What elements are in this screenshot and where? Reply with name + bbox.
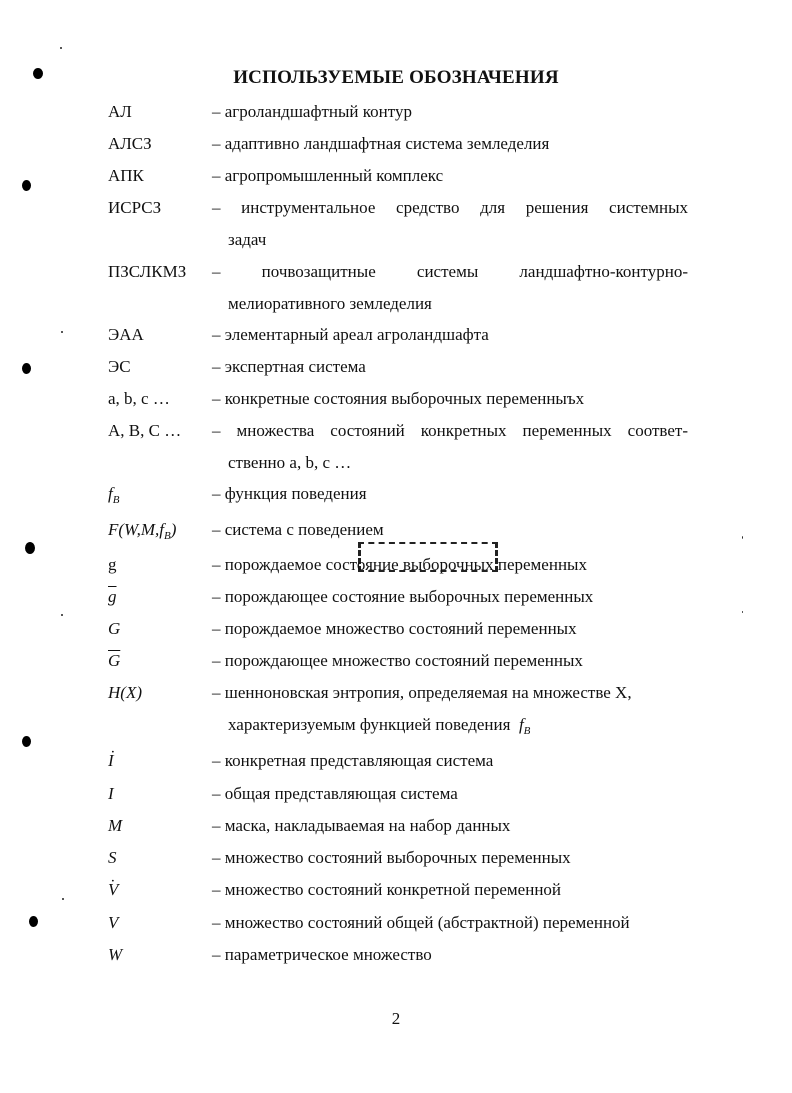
- entry-definition: – агропромышленный комплекс: [212, 166, 444, 185]
- entry-definition: – порождающее множество состояний переменных: [212, 651, 583, 670]
- entry-definition: – шенноновская энтропия, определяемая на множестве X, характеризуемым функцией поведения $f_B$: [212, 683, 632, 737]
- entry-symbol: $f_B$: [108, 484, 120, 506]
- entry-symbol: $\overline{g}$: [108, 587, 117, 606]
- entry-definition: – маска, накладываемая на набор данных: [212, 816, 511, 835]
- scan-speck: [742, 611, 743, 613]
- entry-definition: – конкретная представляющая система: [212, 751, 494, 770]
- entry-definition: – адаптивно ландшафтная система земледелия: [212, 134, 550, 153]
- entry-definition: – порождаемое состояние выборочных переменных: [212, 555, 587, 574]
- entry-symbol: S: [108, 848, 117, 867]
- entry-symbol: g: [108, 555, 117, 574]
- entry-definition: – множества состояний конкретных переменных соответ- ственно a, b, c …: [212, 421, 688, 472]
- entry-symbol: $\overline{G}$: [108, 651, 121, 670]
- punch-hole-mark: [29, 916, 38, 927]
- entry-symbol: V: [108, 913, 119, 932]
- entry-symbol: ЭАА: [108, 325, 144, 344]
- entry-symbol: G: [108, 619, 121, 638]
- entry-symbol: АЛСЗ: [108, 134, 152, 153]
- entry-symbol: I: [108, 784, 114, 803]
- entry-definition: – функция поведения: [212, 484, 367, 503]
- entry-symbol: H(X): [108, 683, 142, 702]
- entry-symbol: ИСРСЗ: [108, 198, 162, 217]
- entry-symbol: M: [108, 816, 123, 835]
- glossary-entry: [108, 745, 688, 777]
- scan-speck: [60, 47, 62, 49]
- entry-definition: – порождающее состояние выборочных переменных: [212, 587, 594, 606]
- scan-speck: [742, 536, 743, 539]
- entry-definition: – агроландшафтный контур: [212, 102, 412, 121]
- glossary-entry: [108, 874, 688, 906]
- entry-definition: – элементарный ареал агроландшафта: [212, 325, 489, 344]
- entry-symbol: ˙ V: [108, 880, 118, 899]
- entry-definition: – экспертная система: [212, 357, 366, 376]
- punch-hole-mark: [22, 363, 31, 374]
- entry-symbol: АПК: [108, 166, 144, 185]
- entry-symbol: ˙ I: [108, 751, 114, 770]
- entry-definition: – конкретные состояния выборочных переменныъх: [212, 389, 585, 408]
- entry-symbol: ЭС: [108, 357, 131, 376]
- entry-definition: – множество состояний выборочных переменных: [212, 848, 571, 867]
- entry-symbol: W: [108, 945, 123, 964]
- punch-hole-mark: [22, 180, 31, 191]
- entry-definition: – почвозащитные системы ландшафтно-контурно- мелиоративного земледелия: [212, 262, 688, 313]
- entry-symbol: A, B, C …: [108, 421, 182, 440]
- entry-definition: – параметрическое множество: [212, 945, 432, 964]
- scan-speck: [62, 898, 64, 900]
- entry-symbol: a, b, c …: [108, 389, 170, 408]
- entry-definition: – инструментальное средство для решения системных задач: [212, 198, 688, 249]
- entry-definition: – общая представляющая система: [212, 784, 458, 803]
- entry-symbol: $F(W,M,f_B)$: [108, 520, 177, 542]
- entry-symbol: АЛ: [108, 102, 132, 121]
- entry-definition: – множество состояний общей (абстрактной) переменной: [212, 913, 630, 932]
- entry-symbol: ПЗСЛКМЗ: [108, 262, 187, 281]
- entry-definition: – система с поведением: [212, 520, 384, 539]
- scan-speck: [61, 614, 63, 616]
- entry-definition: – множество состояний конкретной переменной: [212, 880, 562, 899]
- punch-hole-mark: [25, 542, 35, 554]
- entry-definition: – порождаемое множество состояний переменных: [212, 619, 577, 638]
- punch-hole-mark: [22, 736, 31, 747]
- scan-speck: [61, 331, 63, 333]
- page-number: 2: [391, 1009, 401, 1028]
- page-title: ИСПОЛЬЗУЕМЫЕ ОБОЗНАЧЕНИЯ: [233, 67, 559, 88]
